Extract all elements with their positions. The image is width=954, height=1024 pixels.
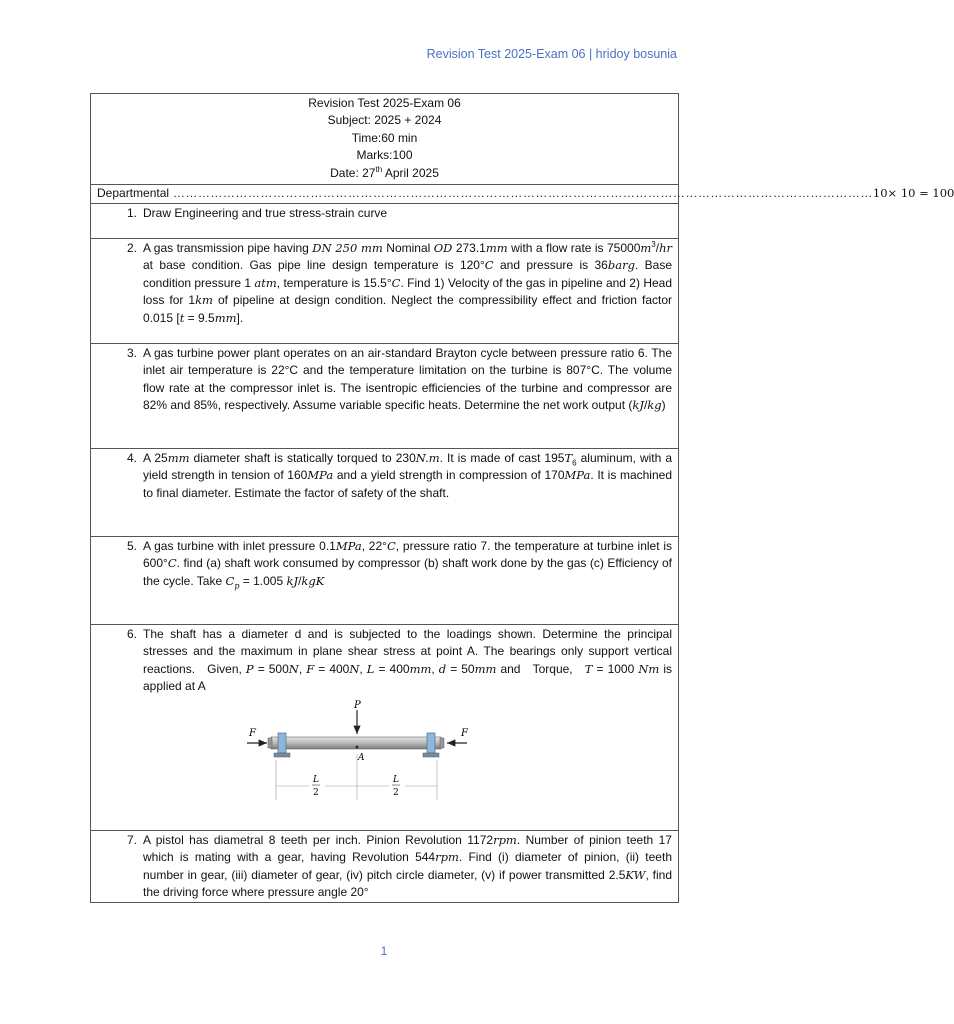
question-3 <box>91 343 679 448</box>
exam-date: Date: 27th April 2025 <box>330 164 439 180</box>
label-f-right: F <box>461 727 468 739</box>
question-number: 7. <box>126 832 137 847</box>
question-text: A 25mm diameter shaft is statically torqued to 230N.m. It is made of cast $195T_6$ aluminum, with a yield strength in tension of 160MPa and a yield strength in compression of 170MPa. It is machined to final diameter. Estimate the factor of safety of the shaft. <box>143 450 673 500</box>
question-number: 5. <box>126 538 137 553</box>
question-text: A gas turbine power plant operates on an air-standard Brayton cycle between pressure ratio 6. The inlet air temperature is 22°C and the temperature limitation on the turbine is 807°C. The volume flow rate at the compressor inlet is. The isentropic efficiencies of the turbine and compressor are 82% and 85%, respectively. Assume variable specific heats. Determine the net work output (kJ/kg) <box>143 345 672 413</box>
exam-title: Revision Test 2025-Exam 06 <box>308 96 461 110</box>
running-header: Revision Test 2025-Exam 06 | hridoy bosunia <box>426 47 677 61</box>
dim-left-l: L <box>313 774 319 785</box>
departmental-label: Departmental <box>97 186 170 201</box>
exam-time: Time:60 min <box>351 130 418 145</box>
question-number: 3. <box>126 345 137 360</box>
dim-right-2: 2 <box>393 787 399 798</box>
exam-subject: Subject: 2025 + 2024 <box>327 113 442 128</box>
departmental-row <box>91 185 954 204</box>
question-text: A pistol has diametral 8 teeth per inch. Pinion Revolution 1172rpm. Number of pinion teeth 17 which is mating with a gear, having Revolution 544rpm. Find (i) diameter of pinion, (ii) teeth number in gear, (iii) diameter of gear, (iv) pitch circle diameter, (v) if power transmitted 2.5KW, find the driving force where pressure angle 20° <box>143 832 673 900</box>
question-number: 1. <box>126 205 137 220</box>
dim-right-l: L <box>393 774 399 785</box>
exam-table <box>90 93 954 903</box>
question-5 <box>91 536 679 624</box>
question-number: 2. <box>126 240 137 255</box>
label-p: P <box>354 699 361 711</box>
dim-left-2: 2 <box>313 787 319 798</box>
question-1 <box>91 203 679 238</box>
label-a: A <box>358 752 365 763</box>
shaft-diagram <box>241 699 672 814</box>
question-text: Draw Engineering and true stress-strain curve <box>143 205 388 220</box>
question-number: 4. <box>126 450 137 465</box>
shaft-loading-figure <box>241 699 481 808</box>
question-text: The shaft has a diameter d and is subjected to the loadings shown. Determine the principal stresses and the maximum in plane shear stress at point A. The bearings only support vertical reactions. Given, P = 500N, F = 400N, L = 400mm, d = 50mm and Torque, T = 1000 Nm is applied at A <box>143 626 673 694</box>
label-f-left: F <box>249 727 256 739</box>
left-bearing <box>278 733 286 753</box>
question-text: A gas transmission pipe having DN 250 mm Nominal OD 273.1mm with a flow rate is $75000m^3/hr$ at base condition. Gas pipe line design temperature is 120°C and pressure is 36barg. Base condition pressure 1 atm, temperature is 15.5°C. Find 1) Velocity of the gas in pipeline and 2) Head loss for 1km of pipeline at design condition. Neglect the compressibility effect and friction factor 0.015 [t = 9.5mm]. <box>143 239 673 325</box>
right-bearing <box>427 733 435 753</box>
question-2 <box>91 238 679 343</box>
question-number: 6. <box>126 626 137 641</box>
question-text: A gas turbine with inlet pressure 0.1MPa, 22°C, pressure ratio 7. the temperature at turbine inlet is 600°C. find (a) shaft work consumed by compressor (b) shaft work done by the gas (c) Efficiency of the cycle. Take $C_p = 1.005$ kJ/kgK <box>143 538 672 590</box>
point-a-marker <box>356 745 359 748</box>
question-4 <box>91 448 679 536</box>
departmental-marks: 10× 10 = 100 <box>872 186 954 201</box>
page-number: 1 <box>380 944 388 958</box>
right-bearing-base <box>423 753 439 757</box>
question-6 <box>91 624 679 830</box>
left-bearing-base <box>274 753 290 757</box>
exam-marks: Marks:100 <box>356 148 413 163</box>
dot-leader: …………………………………………………………………………………………………………………………………………………… <box>169 186 873 201</box>
question-7 <box>91 830 679 902</box>
title-block <box>91 94 679 185</box>
